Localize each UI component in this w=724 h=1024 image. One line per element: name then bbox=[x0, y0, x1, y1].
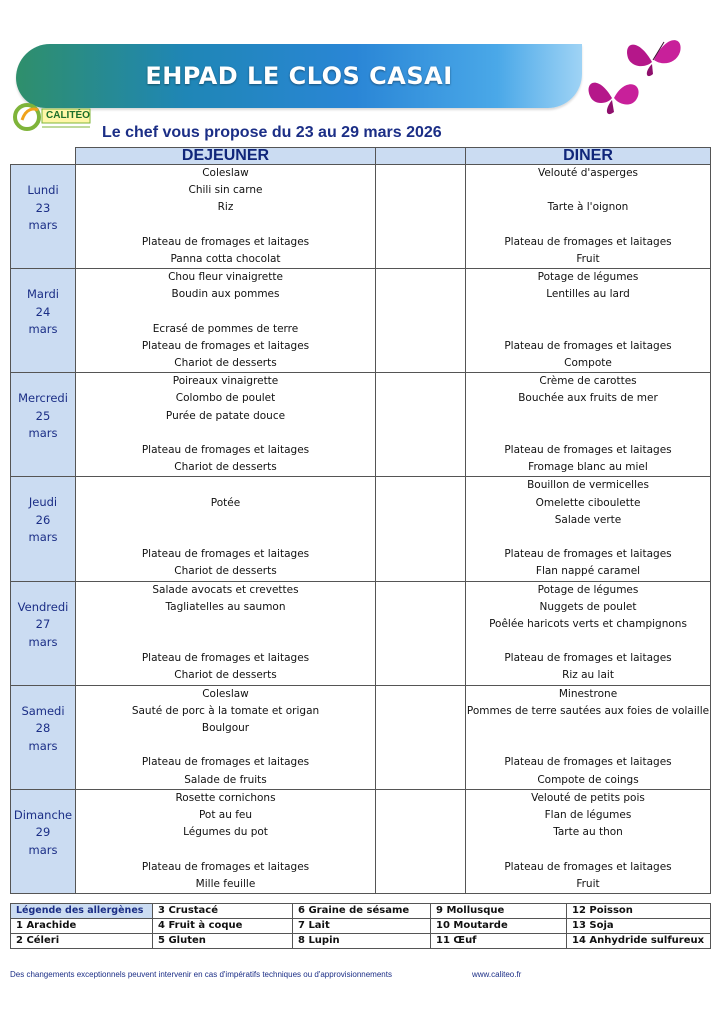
dish bbox=[76, 616, 375, 633]
empty-cell bbox=[376, 269, 466, 373]
day-month: mars bbox=[28, 842, 58, 857]
dish: Coleslaw bbox=[202, 687, 249, 700]
day-month: mars bbox=[28, 634, 58, 649]
dish: Plateau de fromages et laitages bbox=[141, 235, 310, 248]
dinner-cell bbox=[466, 477, 711, 581]
day-number: 24 bbox=[35, 304, 51, 319]
day-month: mars bbox=[28, 322, 58, 337]
allergen-item: 7 Lait bbox=[293, 919, 431, 934]
day-row bbox=[11, 373, 711, 477]
dish bbox=[466, 425, 710, 442]
dish: Bouchée aux fruits de mer bbox=[518, 392, 658, 405]
dish: Salade verte bbox=[554, 513, 622, 526]
allergen-item: 8 Lupin bbox=[293, 934, 431, 949]
dish: Légumes du pot bbox=[183, 826, 268, 839]
dish: Fromage blanc au miel bbox=[528, 461, 648, 474]
day-number: 26 bbox=[35, 512, 51, 527]
mid-header bbox=[376, 148, 466, 165]
dish: Flan nappé caramel bbox=[535, 565, 641, 578]
allergen-item: 14 Anhydride sulfureux bbox=[567, 934, 711, 949]
day-row bbox=[11, 685, 711, 789]
allergen-item: 10 Moutarde bbox=[431, 919, 567, 934]
dish: Ecrasé de pommes de terre bbox=[152, 322, 299, 335]
day-row bbox=[11, 789, 711, 893]
dish bbox=[76, 512, 375, 529]
dish: Plateau de fromages et laitages bbox=[141, 756, 310, 769]
dish bbox=[466, 182, 710, 199]
dish: Omelette ciboulette bbox=[535, 496, 641, 509]
day-cell bbox=[11, 581, 76, 685]
dish: Tagliatelles au saumon bbox=[165, 600, 286, 613]
dish: Salade avocats et crevettes bbox=[152, 583, 299, 596]
footer-note: Des changements exceptionnels peuvent intervenir en cas d'impératifs techniques ou d'approvisionnements bbox=[10, 970, 392, 979]
dish bbox=[76, 529, 375, 546]
dish bbox=[466, 529, 710, 546]
dish: Rosette cornichons bbox=[175, 791, 276, 804]
empty-cell bbox=[376, 789, 466, 893]
dish: Plateau de fromages et laitages bbox=[504, 235, 672, 248]
day-number: 29 bbox=[35, 825, 51, 840]
dish: Chili sin carne bbox=[188, 184, 263, 197]
allergen-legend bbox=[10, 903, 711, 949]
dish: Fruit bbox=[576, 252, 600, 265]
lunch-cell bbox=[76, 477, 376, 581]
allergen-item: 4 Fruit à coque bbox=[153, 919, 293, 934]
dinner-cell bbox=[466, 789, 711, 893]
allergen-item: 3 Crustacé bbox=[153, 904, 293, 919]
allergen-item: 13 Soja bbox=[567, 919, 711, 934]
dish: Crème de carottes bbox=[539, 375, 637, 388]
dish: Coleslaw bbox=[202, 167, 249, 179]
dish: Plateau de fromages et laitages bbox=[504, 756, 672, 769]
dish: Chariot de desserts bbox=[174, 669, 277, 682]
day-name: Dimanche bbox=[13, 807, 73, 822]
dish: Tarte à l'oignon bbox=[547, 201, 629, 214]
empty-cell bbox=[376, 373, 466, 477]
day-row bbox=[11, 165, 711, 269]
dish: Poireaux vinaigrette bbox=[172, 375, 279, 388]
footer-url[interactable]: www.caliteo.fr bbox=[472, 970, 522, 979]
day-cell bbox=[11, 685, 76, 789]
logo-text: CALITÉO bbox=[46, 110, 90, 121]
day-cell bbox=[11, 789, 76, 893]
dish: Plateau de fromages et laitages bbox=[504, 548, 672, 561]
day-name: Jeudi bbox=[28, 495, 58, 510]
dish: Boulgour bbox=[201, 722, 250, 734]
dish bbox=[466, 720, 710, 737]
dish bbox=[466, 841, 710, 858]
dish bbox=[76, 217, 375, 234]
dish: Plateau de fromages et laitages bbox=[141, 860, 310, 873]
day-row bbox=[11, 477, 711, 581]
dinner-cell bbox=[466, 581, 711, 685]
dish: Plateau de fromages et laitages bbox=[504, 860, 672, 873]
legend-row bbox=[11, 934, 711, 949]
dish: Chariot de desserts bbox=[174, 565, 277, 578]
day-month: mars bbox=[28, 218, 58, 232]
dish: Plateau de fromages et laitages bbox=[141, 444, 310, 456]
lunch-cell bbox=[76, 269, 376, 373]
day-name: Lundi bbox=[27, 183, 59, 197]
allergen-item: 9 Mollusque bbox=[431, 904, 567, 919]
dish: Compote bbox=[564, 357, 612, 370]
day-row bbox=[11, 581, 711, 685]
dish: Flan de légumes bbox=[544, 808, 632, 821]
dish: Plateau de fromages et laitages bbox=[141, 339, 310, 352]
dish: Pot au feu bbox=[198, 808, 253, 821]
allergen-item: 5 Gluten bbox=[153, 934, 293, 949]
dish: Plateau de fromages et laitages bbox=[141, 652, 310, 665]
dish bbox=[76, 841, 375, 858]
dish bbox=[76, 304, 375, 321]
day-month: mars bbox=[28, 738, 58, 753]
dish: Tarte au thon bbox=[553, 826, 623, 839]
dish: Plateau de fromages et laitages bbox=[504, 444, 672, 456]
dish: Nuggets de poulet bbox=[539, 600, 637, 613]
day-number: 28 bbox=[35, 721, 51, 736]
day-month: mars bbox=[28, 530, 58, 545]
lunch-cell bbox=[76, 165, 376, 269]
dinner-header: DINER bbox=[466, 148, 711, 165]
legend-title: Légende des allergènes bbox=[11, 904, 153, 919]
dish: Potage de légumes bbox=[537, 583, 639, 596]
allergen-item: 6 Graine de sésame bbox=[293, 904, 431, 919]
allergen-item: 11 Œuf bbox=[431, 934, 567, 949]
allergen-item: 1 Arachide bbox=[11, 919, 153, 934]
dish: Mille feuille bbox=[195, 877, 256, 890]
dish: Chariot de desserts bbox=[174, 357, 277, 370]
empty-cell bbox=[376, 477, 466, 581]
dish bbox=[466, 304, 710, 321]
dish bbox=[466, 408, 710, 425]
dish: Pommes de terre sautées aux foies de volaille bbox=[466, 704, 710, 717]
dish bbox=[76, 477, 375, 494]
dish: Chou fleur vinaigrette bbox=[168, 271, 283, 284]
dish: Chariot de desserts bbox=[174, 461, 277, 474]
lunch-cell bbox=[76, 789, 376, 893]
day-cell bbox=[11, 165, 76, 269]
dish: Riz bbox=[217, 201, 234, 214]
day-row bbox=[11, 269, 711, 373]
dish: Minestrone bbox=[558, 687, 618, 700]
dish: Fruit bbox=[576, 877, 600, 890]
allergen-item: 2 Céleri bbox=[11, 934, 153, 949]
empty-cell bbox=[376, 685, 466, 789]
dish: Compote de coings bbox=[537, 773, 639, 786]
day-cell bbox=[11, 477, 76, 581]
day-number: 27 bbox=[35, 617, 51, 631]
dish: Purée de patate douce bbox=[165, 409, 286, 422]
dish: Boudin aux pommes bbox=[171, 288, 280, 301]
dish bbox=[76, 633, 375, 650]
day-name: Mardi bbox=[27, 287, 59, 302]
dish: Lentilles au lard bbox=[546, 288, 630, 301]
menu-table bbox=[10, 147, 711, 894]
dish: Potage de légumes bbox=[537, 271, 639, 284]
dish bbox=[76, 425, 375, 442]
day-number: 25 bbox=[35, 408, 51, 423]
dish bbox=[466, 633, 710, 650]
dish: Plateau de fromages et laitages bbox=[141, 548, 310, 561]
legend-row bbox=[11, 919, 711, 934]
day-month: mars bbox=[28, 426, 58, 441]
dish: Riz au lait bbox=[562, 669, 614, 682]
dish bbox=[466, 217, 710, 234]
butterfly-icon bbox=[584, 74, 644, 120]
dinner-cell bbox=[466, 373, 711, 477]
lunch-header: DEJEUNER bbox=[76, 148, 376, 165]
empty-cell bbox=[376, 581, 466, 685]
blank-header bbox=[11, 148, 76, 165]
lunch-cell bbox=[76, 373, 376, 477]
dish: Salade de fruits bbox=[184, 773, 267, 786]
dish: Potée bbox=[210, 496, 241, 509]
day-cell bbox=[11, 269, 76, 373]
day-name: Vendredi bbox=[17, 599, 69, 614]
dish: Plateau de fromages et laitages bbox=[504, 652, 672, 665]
legend-row bbox=[11, 904, 711, 919]
dish: Poêlée haricots verts et champignons bbox=[489, 617, 687, 630]
dish: Plateau de fromages et laitages bbox=[504, 339, 672, 352]
empty-cell bbox=[376, 165, 466, 269]
dinner-cell bbox=[466, 685, 711, 789]
dish bbox=[466, 321, 710, 338]
dish: Panna cotta chocolat bbox=[170, 252, 281, 265]
page-title: EHPAD LE CLOS CASAI bbox=[145, 62, 453, 90]
dish bbox=[76, 737, 375, 754]
dish: Velouté d'asperges bbox=[537, 167, 639, 179]
lunch-cell bbox=[76, 685, 376, 789]
day-cell bbox=[11, 373, 76, 477]
dish bbox=[466, 737, 710, 754]
dinner-cell bbox=[466, 269, 711, 373]
dish: Velouté de petits pois bbox=[531, 791, 645, 804]
lunch-cell bbox=[76, 581, 376, 685]
dish: Sauté de porc à la tomate et origan bbox=[131, 704, 320, 717]
day-name: Samedi bbox=[21, 703, 65, 718]
dish: Bouillon de vermicelles bbox=[527, 479, 649, 492]
dinner-cell bbox=[466, 165, 711, 269]
allergen-item: 12 Poisson bbox=[567, 904, 711, 919]
dish: Colombo de poulet bbox=[175, 392, 276, 405]
day-name: Mercredi bbox=[18, 391, 68, 406]
menu-subtitle: Le chef vous propose du 23 au 29 mars 2026 bbox=[102, 124, 442, 141]
day-number: 23 bbox=[35, 200, 51, 215]
